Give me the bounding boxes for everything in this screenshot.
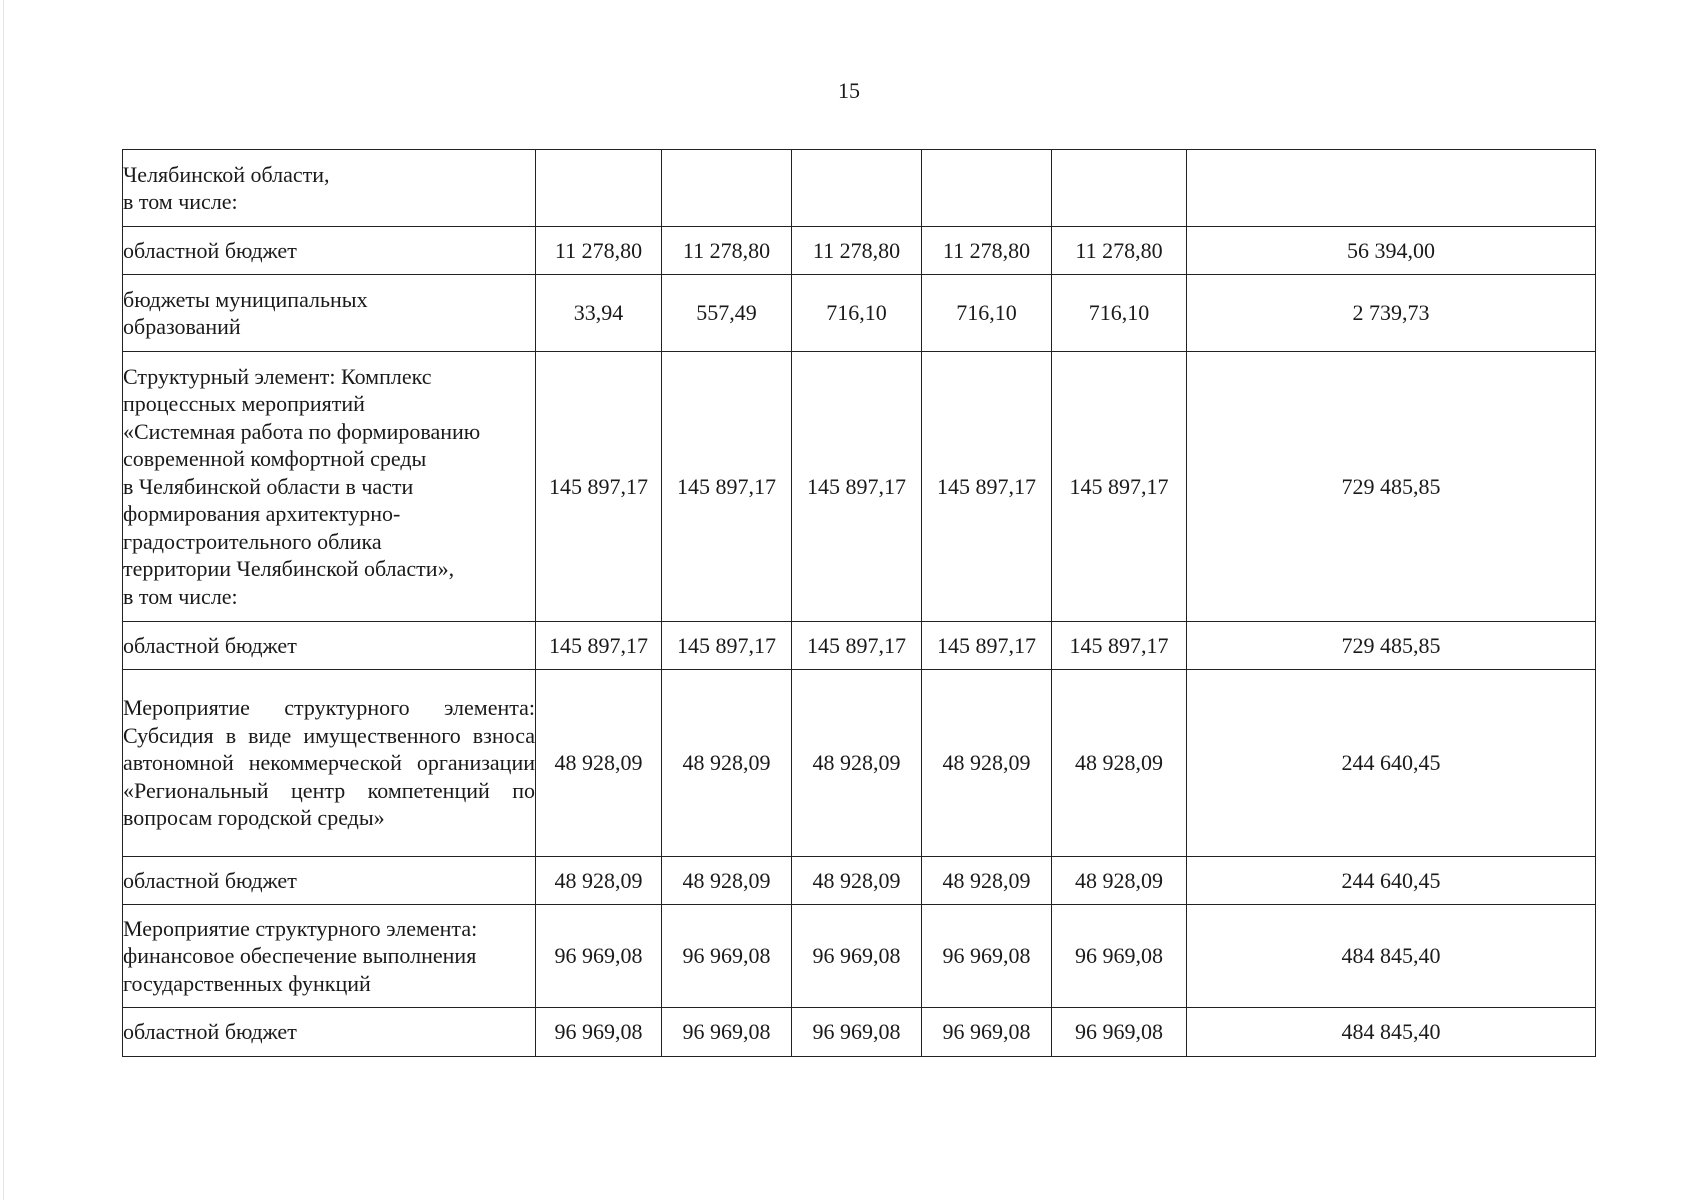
value-cell: 96 969,08 <box>922 1008 1052 1057</box>
value-cell <box>922 150 1052 227</box>
value-cell: 145 897,17 <box>536 622 662 670</box>
row-label: Мероприятие структурного элемента: финансовое обеспечение выполнения государственных функций <box>123 905 536 1008</box>
value-cell <box>792 150 922 227</box>
value-cell: 96 969,08 <box>792 905 922 1008</box>
value-cell: 48 928,09 <box>536 857 662 905</box>
value-cell: 11 278,80 <box>922 227 1052 275</box>
value-cell: 145 897,17 <box>1052 622 1187 670</box>
value-cell: 48 928,09 <box>792 857 922 905</box>
value-cell: 33,94 <box>536 275 662 352</box>
value-cell <box>536 150 662 227</box>
value-cell: 716,10 <box>792 275 922 352</box>
table-row <box>123 905 1596 1008</box>
total-cell <box>1187 150 1596 227</box>
value-cell: 145 897,17 <box>922 352 1052 622</box>
value-cell: 96 969,08 <box>1052 905 1187 1008</box>
value-cell: 96 969,08 <box>662 905 792 1008</box>
value-cell: 145 897,17 <box>1052 352 1187 622</box>
value-cell: 48 928,09 <box>662 857 792 905</box>
table-row <box>123 670 1596 857</box>
value-cell: 145 897,17 <box>922 622 1052 670</box>
row-label: областной бюджет <box>123 227 536 275</box>
value-cell: 48 928,09 <box>1052 857 1187 905</box>
table-row <box>123 1008 1596 1057</box>
row-label: Структурный элемент: Комплекс процессных мероприятий «Системная работа по формированию современной комфортной среды в Челябинской области в части формирования архитектурно- градостроительного облика территории Челябинской области», в том числе: <box>123 352 536 622</box>
value-cell: 96 969,08 <box>536 905 662 1008</box>
row-label: Челябинской области, в том числе: <box>123 150 536 227</box>
value-cell: 145 897,17 <box>662 352 792 622</box>
total-cell: 244 640,45 <box>1187 857 1596 905</box>
value-cell: 716,10 <box>922 275 1052 352</box>
value-cell: 96 969,08 <box>536 1008 662 1057</box>
row-label: бюджеты муниципальных образований <box>123 275 536 352</box>
value-cell: 48 928,09 <box>922 670 1052 857</box>
budget-table <box>122 149 1596 1057</box>
value-cell: 11 278,80 <box>792 227 922 275</box>
value-cell: 48 928,09 <box>662 670 792 857</box>
page-number: 15 <box>838 78 860 103</box>
value-cell: 145 897,17 <box>536 352 662 622</box>
table-row <box>123 275 1596 352</box>
row-label: областной бюджет <box>123 857 536 905</box>
total-cell: 729 485,85 <box>1187 622 1596 670</box>
row-label: Мероприятие структурного элемента: Субсидия в виде имущественного взноса автономной некоммерческой организации «Региональный центр компетенций по вопросам городской среды» <box>123 670 536 857</box>
scan-edge-line <box>3 0 4 1200</box>
table-row <box>123 622 1596 670</box>
value-cell: 96 969,08 <box>1052 1008 1187 1057</box>
table-row <box>123 352 1596 622</box>
total-cell: 2 739,73 <box>1187 275 1596 352</box>
table-row <box>123 227 1596 275</box>
value-cell: 11 278,80 <box>536 227 662 275</box>
total-cell: 56 394,00 <box>1187 227 1596 275</box>
value-cell: 11 278,80 <box>662 227 792 275</box>
table-row <box>123 857 1596 905</box>
total-cell: 729 485,85 <box>1187 352 1596 622</box>
value-cell: 557,49 <box>662 275 792 352</box>
value-cell: 48 928,09 <box>922 857 1052 905</box>
table-row <box>123 150 1596 227</box>
row-label: областной бюджет <box>123 1008 536 1057</box>
value-cell: 48 928,09 <box>536 670 662 857</box>
row-label: областной бюджет <box>123 622 536 670</box>
value-cell: 145 897,17 <box>792 622 922 670</box>
total-cell: 244 640,45 <box>1187 670 1596 857</box>
value-cell: 145 897,17 <box>792 352 922 622</box>
value-cell <box>1052 150 1187 227</box>
value-cell: 96 969,08 <box>792 1008 922 1057</box>
total-cell: 484 845,40 <box>1187 1008 1596 1057</box>
value-cell: 48 928,09 <box>792 670 922 857</box>
value-cell <box>662 150 792 227</box>
value-cell: 96 969,08 <box>662 1008 792 1057</box>
value-cell: 716,10 <box>1052 275 1187 352</box>
value-cell: 96 969,08 <box>922 905 1052 1008</box>
value-cell: 145 897,17 <box>662 622 792 670</box>
value-cell: 11 278,80 <box>1052 227 1187 275</box>
value-cell: 48 928,09 <box>1052 670 1187 857</box>
total-cell: 484 845,40 <box>1187 905 1596 1008</box>
